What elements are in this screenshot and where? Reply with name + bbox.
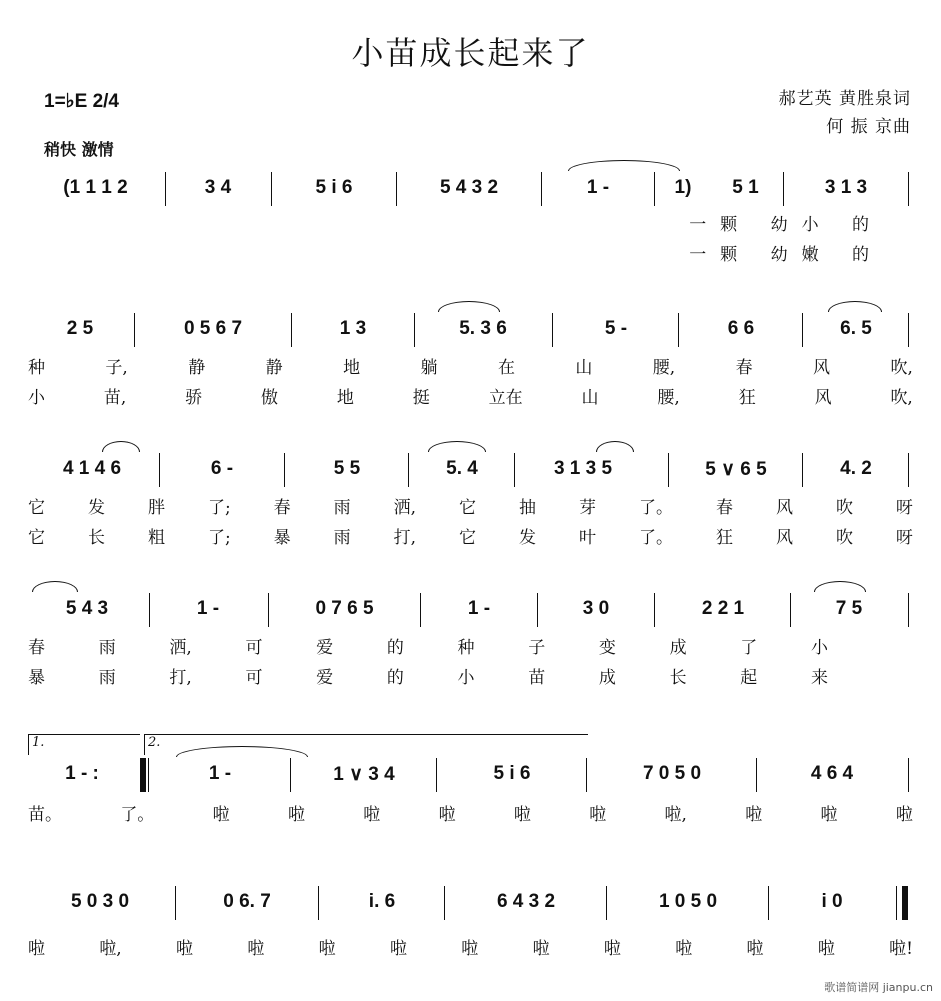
lyric-syllable: 小 [457, 668, 475, 688]
lyrics-verse-2 [28, 523, 913, 548]
lyrics-verse-1 [28, 934, 913, 959]
bar-line [290, 758, 291, 792]
lyric-syllable: 风 [775, 528, 793, 548]
notes-row [28, 591, 913, 627]
measure: 1) [674, 177, 692, 198]
bar-line [268, 593, 269, 627]
measure: 2 2 1 [701, 598, 745, 619]
measure: 7 5 [835, 598, 863, 619]
measure: 3 0 [582, 598, 610, 619]
lyric-syllable: 子, [105, 358, 128, 378]
bar-line [908, 172, 909, 206]
measure: 4 1 4 6 [62, 458, 122, 479]
lyric-syllable: 了 [740, 638, 758, 658]
bar-line [134, 313, 135, 347]
bar-line [908, 593, 909, 627]
measure: 5 i 6 [315, 177, 353, 198]
lyric-syllable: 啦, [664, 805, 687, 825]
measure: 2 5 [66, 318, 94, 339]
lyric: 一颗 幼嫩 的 [689, 245, 883, 265]
bar-line [586, 758, 587, 792]
lyric-syllable: 啦 [746, 939, 764, 959]
measure: 5 5 [333, 458, 361, 479]
lyric-syllable: 吹, [890, 358, 913, 378]
lyric-syllable: 叶 [579, 528, 596, 548]
bar-line [514, 453, 515, 487]
bar-line [541, 172, 542, 206]
measure: i. 6 [368, 891, 396, 912]
lyric-syllable: 了; [207, 498, 231, 518]
lyric-syllable: 啦 [287, 805, 305, 825]
lyric-syllable: 种 [457, 638, 475, 658]
lyricist-credit: 郝艺英 黄胜泉词 [778, 89, 911, 109]
lyric-syllable: 爱 [316, 638, 334, 658]
bar-line [908, 313, 909, 347]
lyric-syllable: 静 [188, 358, 206, 378]
lyric-syllable: 它 [28, 528, 45, 548]
notes-row [28, 311, 913, 347]
lyric-syllable: 它 [28, 498, 45, 518]
lyric-syllable: 啦 [389, 939, 407, 959]
lyric-syllable: 啦 [745, 805, 763, 825]
lyric-syllable: 来 [810, 668, 828, 688]
notes-row [28, 451, 913, 487]
lyric-syllable: 啦 [318, 939, 336, 959]
measure: 1 - [208, 763, 232, 784]
lyric-syllable: 啦, [99, 939, 122, 959]
bar-line [436, 758, 437, 792]
lyric-syllable: 呀 [895, 528, 913, 548]
measure: i 0 [821, 891, 843, 912]
measure: 1 3 [339, 318, 367, 339]
lyric-syllable: 啦 [675, 939, 693, 959]
measure: 6. 5 [840, 318, 872, 339]
lyrics-verse-2 [28, 240, 913, 265]
lyric-syllable: 成 [598, 668, 616, 688]
lyric-syllable: 打, [169, 668, 192, 688]
bar-line [783, 172, 784, 206]
bar-line [284, 453, 285, 487]
lyric-syllable: 了; [207, 528, 231, 548]
bar-line [654, 172, 655, 206]
lyric-syllable: 啦 [438, 805, 456, 825]
measure: 5 4 3 [65, 598, 109, 619]
key-signature: 1=♭E 2/4 [44, 91, 119, 112]
notes-row [28, 756, 913, 792]
measure: 5 - [604, 318, 628, 339]
song-title: 小苗成长起来了 [351, 34, 590, 72]
measure: 5 ∨ 6 5 [705, 458, 767, 480]
bar-line [408, 453, 409, 487]
site-watermark: 歌谱简谱网 jianpu.cn [824, 981, 933, 994]
bar-line [896, 886, 897, 920]
lyric-syllable: 春 [273, 498, 291, 518]
bar-line [414, 313, 415, 347]
lyric-syllable: 地 [343, 358, 361, 378]
lyric-syllable: 胖 [147, 498, 165, 518]
lyric-syllable: 变 [598, 638, 616, 658]
lyric-syllable: 的 [386, 638, 404, 658]
bar-line [159, 453, 160, 487]
lyric-syllable: 啦 [513, 805, 531, 825]
bar-line [420, 593, 421, 627]
bar-line [148, 758, 149, 792]
bar-line [396, 172, 397, 206]
lyric-syllable: 山 [575, 358, 593, 378]
lyrics-verse-1 [28, 353, 913, 378]
lyric-syllable: 啦! [889, 939, 913, 959]
lyric-syllable: 长 [87, 528, 105, 548]
lyric-syllable: 打, [393, 528, 417, 548]
lyric-syllable: 躺 [420, 358, 438, 378]
bar-line [678, 313, 679, 347]
bar-line [318, 886, 319, 920]
lyric-syllable: 的 [386, 668, 404, 688]
lyric-syllable: 爱 [316, 668, 334, 688]
measure: 4 6 4 [810, 763, 854, 784]
lyric-syllable: 子 [528, 638, 546, 658]
lyric-syllable: 粗 [147, 528, 165, 548]
lyrics-verse-1 [28, 633, 828, 658]
lyric-syllable: 风 [775, 498, 793, 518]
bar-line [802, 453, 803, 487]
measure: 1 - [196, 598, 220, 619]
measure: 5 1 [732, 177, 759, 198]
lyric-syllable: 雨 [333, 498, 351, 518]
lyrics-verse-2 [28, 663, 828, 688]
bar-line [175, 886, 176, 920]
lyric-syllable: 挺 [412, 388, 430, 408]
lyric-syllable: 狂 [738, 388, 756, 408]
lyric-syllable: 春 [735, 358, 753, 378]
bar-line [908, 453, 909, 487]
measure: 0 7 6 5 [315, 598, 374, 619]
volta-bracket-2: 2. [144, 734, 588, 755]
lyric-syllable: 地 [336, 388, 354, 408]
lyric-syllable: 骄 [185, 388, 203, 408]
lyric-syllable: 它 [459, 528, 477, 548]
bar-line [802, 313, 803, 347]
lyric-syllable: 在 [497, 358, 515, 378]
bar-line [291, 313, 292, 347]
lyrics-verse-1 [28, 493, 913, 518]
lyric-syllable: 腰, [657, 388, 680, 408]
bar-line [654, 593, 655, 627]
lyric-syllable: 啦 [247, 939, 265, 959]
measure: 3 1 3 5 [553, 458, 613, 479]
lyric-syllable: 了。 [638, 498, 673, 518]
lyric-syllable: 种 [28, 358, 45, 378]
bar-line [537, 593, 538, 627]
lyric-syllable: 腰, [652, 358, 676, 378]
lyric-syllable: 成 [669, 638, 687, 658]
measure: 1 ∨ 3 4 [333, 763, 395, 785]
lyric-syllable: 吹, [890, 388, 913, 408]
lyric-syllable: 啦 [895, 805, 913, 825]
lyric-syllable: 啦 [603, 939, 621, 959]
lyric-syllable: 吹 [835, 528, 853, 548]
measure: 6 6 [727, 318, 755, 339]
notes-row [28, 170, 913, 206]
measure: 6 - [210, 458, 234, 479]
lyric-syllable: 啦 [176, 939, 194, 959]
bar-line [790, 593, 791, 627]
measure: 3 4 [204, 177, 232, 198]
lyric-syllable: 洒, [393, 498, 417, 518]
lyric-syllable: 啦 [28, 939, 45, 959]
lyric-syllable: 暴 [273, 528, 291, 548]
lyric-syllable: 苗 [528, 668, 546, 688]
lyric-syllable: 暴 [28, 668, 45, 688]
measure: (1 1 1 2 [63, 177, 128, 198]
bar-line [444, 886, 445, 920]
lyric-syllable: 苗, [103, 388, 127, 408]
lyric-syllable: 小 [810, 638, 828, 658]
lyric-syllable: 山 [581, 388, 599, 408]
lyric-syllable: 了。 [638, 528, 673, 548]
lyric-syllable: 啦 [820, 805, 838, 825]
volta-bracket-1: 1. [28, 734, 140, 755]
measure: 1 - [586, 177, 610, 198]
measure: 0 5 6 7 [183, 318, 243, 339]
lyric-syllable: 发 [87, 498, 105, 518]
lyric-syllable: 雨 [98, 638, 116, 658]
measure: 1 0 5 0 [658, 891, 718, 912]
notes-row [28, 884, 913, 920]
measure: 3 1 3 [824, 177, 868, 198]
lyric-syllable: 苗。 [28, 805, 62, 825]
lyric-syllable: 风 [813, 358, 831, 378]
lyric-syllable: 小 [28, 388, 45, 408]
lyric-syllable: 啦 [817, 939, 835, 959]
bar-line [908, 758, 909, 792]
lyric-syllable: 芽 [579, 498, 596, 518]
measure: 5 4 3 2 [439, 177, 499, 198]
bar-line [149, 593, 150, 627]
bar-line [756, 758, 757, 792]
lyric-syllable: 傲 [261, 388, 279, 408]
measure: 5. 4 [446, 458, 478, 479]
lyric-syllable: 啦 [363, 805, 381, 825]
lyrics-verse-1 [28, 210, 913, 235]
measure: 4. 2 [840, 458, 872, 479]
lyric-syllable: 风 [814, 388, 832, 408]
bar-line [271, 172, 272, 206]
final-bar-line [902, 886, 908, 920]
bar-line [768, 886, 769, 920]
tempo-marking: 稍快 激情 [44, 140, 114, 159]
measure: 5 i 6 [493, 763, 531, 784]
measure: 7 0 5 0 [642, 763, 702, 784]
lyric-syllable: 可 [245, 638, 263, 658]
lyric-syllable: 抽 [519, 498, 537, 518]
measure: 5 0 3 0 [70, 891, 130, 912]
lyric-syllable: 啦 [212, 805, 230, 825]
lyric: 一颗 幼小 的 [689, 215, 883, 235]
measure: 0 6. 7 [223, 891, 271, 912]
lyric-syllable: 了。 [120, 805, 155, 825]
repeat-bar-line [140, 758, 146, 792]
bar-line [606, 886, 607, 920]
lyric-syllable: 立在 [488, 388, 523, 408]
lyric-syllable: 它 [459, 498, 477, 518]
lyric-syllable: 春 [28, 638, 45, 658]
lyric-syllable: 春 [715, 498, 733, 518]
measure: 6 4 3 2 [496, 891, 556, 912]
lyric-syllable: 雨 [333, 528, 351, 548]
lyrics-verse-2 [28, 383, 913, 408]
lyric-syllable: 长 [669, 668, 687, 688]
lyric-syllable: 起 [740, 668, 758, 688]
lyric-syllable: 啦 [461, 939, 479, 959]
lyric-syllable: 啦 [589, 805, 607, 825]
bar-line [165, 172, 166, 206]
measure: 5. 3 6 [459, 318, 507, 339]
lyric-syllable: 啦 [532, 939, 550, 959]
measure: 1 - [467, 598, 491, 619]
bar-line [552, 313, 553, 347]
lyric-syllable: 洒, [169, 638, 192, 658]
composer-credit: 何 振 京曲 [826, 117, 911, 137]
lyric-syllable: 可 [245, 668, 263, 688]
measure: 1 - : [65, 763, 99, 784]
lyric-syllable: 静 [265, 358, 283, 378]
lyric-syllable: 吹 [835, 498, 853, 518]
lyric-syllable: 呀 [895, 498, 913, 518]
lyric-syllable: 雨 [98, 668, 116, 688]
lyric-syllable: 狂 [715, 528, 733, 548]
lyrics-verse-1 [28, 800, 913, 825]
lyric-syllable: 发 [519, 528, 537, 548]
bar-line [668, 453, 669, 487]
